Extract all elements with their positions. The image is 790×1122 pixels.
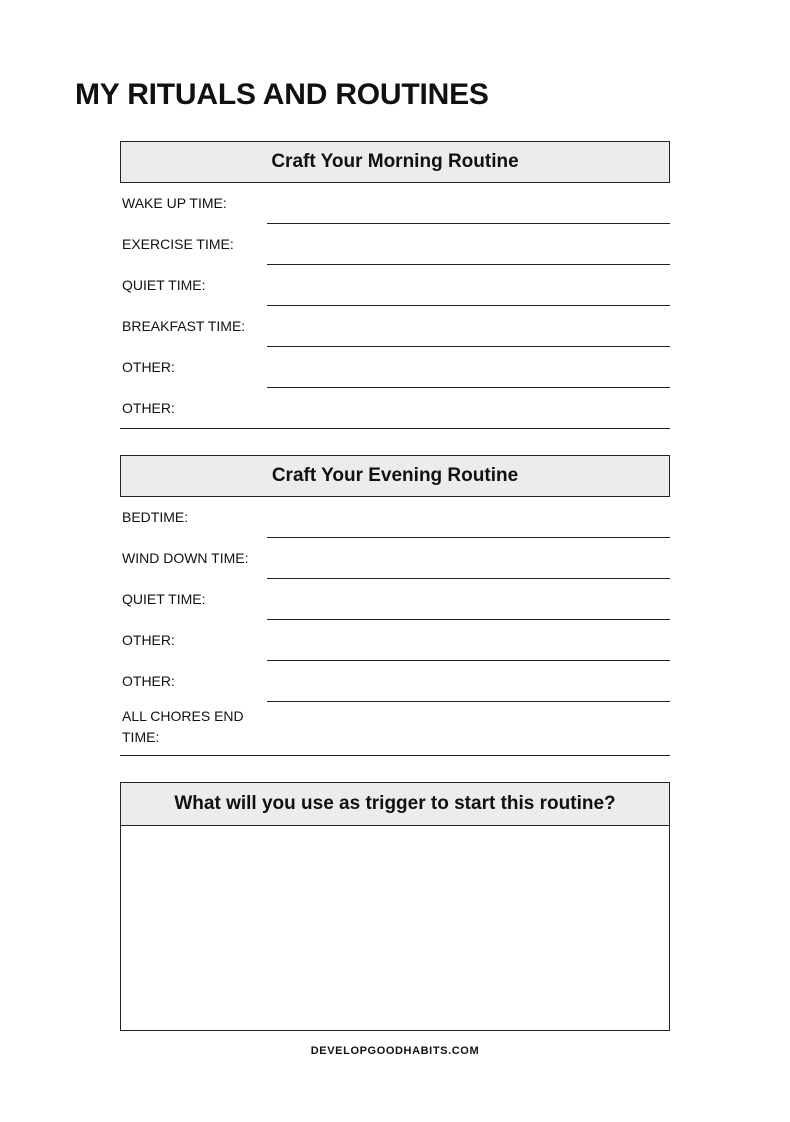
field-label: BEDTIME: (122, 509, 189, 525)
morning-routine-section (120, 141, 670, 429)
form-row (120, 620, 670, 661)
trigger-writing-area[interactable] (121, 826, 669, 1029)
field-label: OTHER: (122, 359, 175, 375)
all-chores-end-time-line[interactable] (120, 755, 670, 756)
form-row (120, 702, 670, 756)
form-row (120, 306, 670, 347)
trigger-box (120, 782, 670, 1031)
form-row (120, 497, 670, 538)
field-label: ALL CHORES END TIME: (122, 708, 244, 745)
field-label: QUIET TIME: (122, 591, 206, 607)
field-label: OTHER: (122, 400, 175, 416)
form-row (120, 347, 670, 388)
evening-routine-heading: Craft Your Evening Routine (120, 455, 670, 497)
other-line[interactable] (120, 428, 670, 429)
form-row (120, 661, 670, 702)
field-label: EXERCISE TIME: (122, 236, 234, 252)
form-row (120, 224, 670, 265)
form-row (120, 265, 670, 306)
form-row (120, 183, 670, 224)
field-label: OTHER: (122, 632, 175, 648)
footer-website: DEVELOPGOODHABITS.COM (310, 1045, 480, 1057)
form-row (120, 388, 670, 429)
form-row (120, 579, 670, 620)
field-label: OTHER: (122, 673, 175, 689)
trigger-heading: What will you use as trigger to start this routine? (121, 783, 669, 826)
field-label: QUIET TIME: (122, 277, 206, 293)
form-row (120, 538, 670, 579)
evening-routine-section (120, 455, 670, 756)
page-title: MY RITUALS AND ROUTINES (75, 78, 489, 111)
morning-routine-heading: Craft Your Morning Routine (120, 141, 670, 183)
field-label: WAKE UP TIME: (122, 195, 227, 211)
field-label: WIND DOWN TIME: (122, 550, 249, 566)
field-label: BREAKFAST TIME: (122, 318, 246, 334)
